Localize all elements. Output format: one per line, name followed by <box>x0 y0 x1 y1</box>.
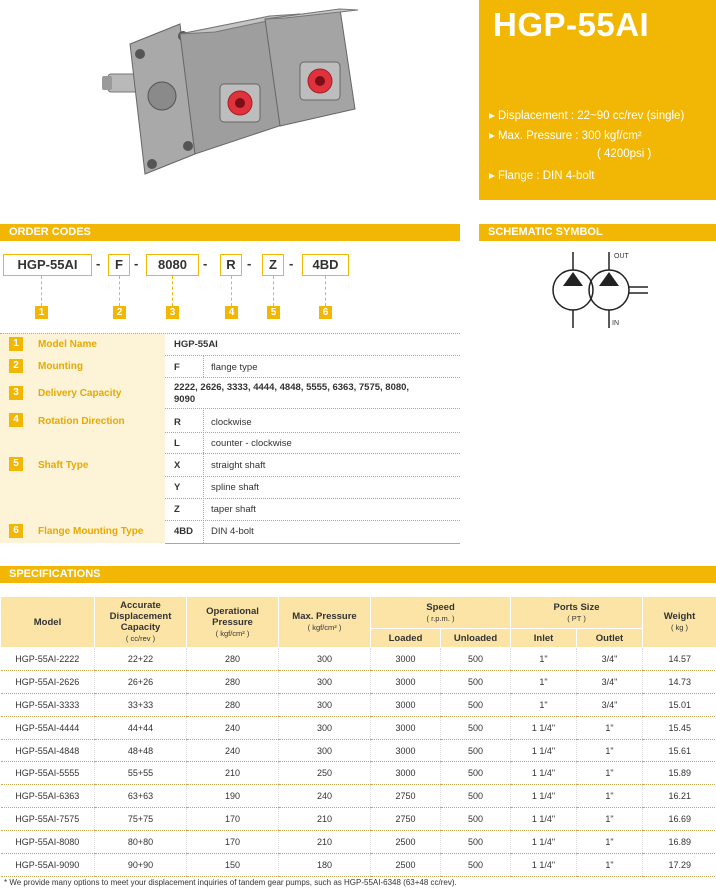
cell-speed-loaded: 3000 <box>371 648 441 671</box>
cell-speed-loaded: 3000 <box>371 762 441 785</box>
order-row-number: 2 <box>9 359 23 373</box>
cell-weight: 16.89 <box>643 831 716 854</box>
order-row-code: X <box>174 460 181 471</box>
cell-speed-loaded: 3000 <box>371 739 441 762</box>
order-code-leader <box>172 276 173 306</box>
order-code-shaft: Z <box>262 254 284 276</box>
order-table-bottom-rule <box>165 543 460 544</box>
order-row-divider <box>165 476 460 477</box>
header-ports-size: Ports Size ( PT ) <box>511 597 643 629</box>
cell-max-pressure: 180 <box>279 854 371 877</box>
order-row-code: 4BD <box>174 526 194 537</box>
cell-operational-pressure: 170 <box>187 808 279 831</box>
order-code-leader <box>325 276 326 306</box>
cell-speed-loaded: 3000 <box>371 716 441 739</box>
order-row-code: F <box>174 362 180 373</box>
feature-max-pressure-psi: ( 4200psi ) <box>597 148 652 160</box>
cell-outlet: 1" <box>577 785 643 808</box>
cell-inlet: 1 1/4" <box>511 762 577 785</box>
cell-operational-pressure: 210 <box>187 762 279 785</box>
table-row <box>1 808 716 831</box>
cell-operational-pressure: 240 <box>187 716 279 739</box>
feature-max-pressure: ▸ Max. Pressure : 300 kgf/cm² <box>489 130 642 142</box>
order-row-divider <box>165 498 460 499</box>
cell-inlet: 1 1/4" <box>511 854 577 877</box>
cell-outlet: 1" <box>577 716 643 739</box>
cell-capacity: 90+90 <box>95 854 187 877</box>
cell-speed-unloaded: 500 <box>441 670 511 693</box>
cell-capacity: 44+44 <box>95 716 187 739</box>
cell-outlet: 1" <box>577 831 643 854</box>
cell-weight: 17.29 <box>643 854 716 877</box>
cell-weight: 15.61 <box>643 739 716 762</box>
cell-inlet: 1 1/4" <box>511 808 577 831</box>
cell-speed-unloaded: 500 <box>441 808 511 831</box>
order-row-label: Rotation Direction <box>38 416 125 427</box>
order-code-separator: - <box>203 256 208 271</box>
order-code-flange: 4BD <box>302 254 349 276</box>
order-row-divider <box>165 520 460 521</box>
order-code-separator: - <box>134 256 139 271</box>
cell-operational-pressure: 190 <box>187 785 279 808</box>
order-row-code: R <box>174 417 181 428</box>
cell-model: HGP-55AI-8080 <box>1 831 95 854</box>
table-row <box>1 693 716 716</box>
order-code-separator: - <box>289 256 294 271</box>
cell-capacity: 75+75 <box>95 808 187 831</box>
header-max-pressure: Max. Pressure ( kgf/cm² ) <box>279 597 371 648</box>
product-title-panel <box>479 0 716 200</box>
order-row-desc: taper shaft <box>211 504 256 515</box>
header-model: Model <box>1 597 95 648</box>
order-row-divider <box>165 377 460 378</box>
order-row-label: Flange Mounting Type <box>38 526 144 537</box>
order-code-mounting: F <box>108 254 130 276</box>
cell-weight: 16.69 <box>643 808 716 831</box>
cell-model: HGP-55AI-7575 <box>1 808 95 831</box>
schematic-out-label: OUT <box>614 253 629 260</box>
cell-operational-pressure: 150 <box>187 854 279 877</box>
cell-model: HGP-55AI-2626 <box>1 670 95 693</box>
cell-speed-unloaded: 500 <box>441 854 511 877</box>
cell-inlet: 1 1/4" <box>511 785 577 808</box>
product-title: HGP-55AI <box>493 6 650 43</box>
cell-model: HGP-55AI-4444 <box>1 716 95 739</box>
cell-speed-unloaded: 500 <box>441 716 511 739</box>
schematic-symbol-diagram <box>540 250 660 330</box>
cell-speed-unloaded: 500 <box>441 648 511 671</box>
order-row-label: Delivery Capacity <box>38 388 122 399</box>
cell-max-pressure: 250 <box>279 762 371 785</box>
cell-weight: 15.01 <box>643 693 716 716</box>
order-col-divider <box>203 355 204 377</box>
cell-outlet: 3/4" <box>577 670 643 693</box>
table-row <box>1 831 716 854</box>
cell-operational-pressure: 170 <box>187 831 279 854</box>
order-code-number: 1 <box>35 306 48 319</box>
cell-weight: 14.73 <box>643 670 716 693</box>
cell-capacity: 26+26 <box>95 670 187 693</box>
cell-speed-loaded: 2750 <box>371 808 441 831</box>
cell-capacity: 55+55 <box>95 762 187 785</box>
order-code-rotation: R <box>220 254 242 276</box>
cell-operational-pressure: 240 <box>187 739 279 762</box>
table-row <box>1 716 716 739</box>
table-row <box>1 762 716 785</box>
order-row-number: 5 <box>9 457 23 471</box>
cell-speed-unloaded: 500 <box>441 831 511 854</box>
cell-operational-pressure: 280 <box>187 670 279 693</box>
order-row-number: 4 <box>9 413 23 427</box>
order-row-number: 6 <box>9 524 23 538</box>
cell-model: HGP-55AI-6363 <box>1 785 95 808</box>
order-row-number: 3 <box>9 386 23 400</box>
feature-displacement: ▸ Displacement : 22~90 cc/rev (single) <box>489 110 685 122</box>
footnote: * We provide many options to meet your displacement inquiries of tandem gear pumps, such as HGP-55AI-6348 (63+48 cc/rev). <box>4 878 457 887</box>
cell-capacity: 22+22 <box>95 648 187 671</box>
cell-weight: 15.45 <box>643 716 716 739</box>
header-loaded: Loaded <box>371 629 441 648</box>
header-weight: Weight ( kg ) <box>643 597 716 648</box>
cell-inlet: 1" <box>511 670 577 693</box>
order-row-desc: flange type <box>211 362 258 373</box>
table-row <box>1 670 716 693</box>
cell-outlet: 1" <box>577 808 643 831</box>
cell-capacity: 80+80 <box>95 831 187 854</box>
header-unloaded: Unloaded <box>441 629 511 648</box>
order-row-code: 2222, 2626, 3333, 4444, 4848, 5555, 6363, 7575, 8080, <box>174 382 410 393</box>
cell-speed-unloaded: 500 <box>441 762 511 785</box>
order-row-desc: spline shaft <box>211 482 260 493</box>
order-codes-heading: ORDER CODES <box>0 224 460 241</box>
order-row-desc: counter - clockwise <box>211 438 292 449</box>
order-table-top-rule <box>0 333 460 334</box>
header-speed: Speed ( r.p.m. ) <box>371 597 511 629</box>
order-code-model: HGP-55AI <box>3 254 92 276</box>
order-row-label: Shaft Type <box>38 460 89 471</box>
order-row-code-cont: 9090 <box>174 394 196 405</box>
cell-outlet: 1" <box>577 762 643 785</box>
table-row <box>1 785 716 808</box>
cell-operational-pressure: 280 <box>187 693 279 716</box>
specifications-table <box>0 596 716 877</box>
schematic-in-label: IN <box>612 320 619 327</box>
header-inlet: Inlet <box>511 629 577 648</box>
order-code-number: 6 <box>319 306 332 319</box>
order-row-divider <box>165 453 460 454</box>
specifications-heading: SPECIFICATIONS <box>0 566 716 583</box>
order-code-number: 5 <box>267 306 280 319</box>
order-code-separator: - <box>96 256 101 271</box>
table-row <box>1 739 716 762</box>
cell-model: HGP-55AI-3333 <box>1 693 95 716</box>
header-capacity: Accurate Displacement Capacity ( cc/rev ) <box>95 597 187 648</box>
cell-outlet: 1" <box>577 854 643 877</box>
schematic-symbol-heading: SCHEMATIC SYMBOL <box>479 224 716 241</box>
order-row-divider <box>165 432 460 433</box>
cell-inlet: 1" <box>511 648 577 671</box>
order-row-number: 1 <box>9 337 23 351</box>
cell-model: HGP-55AI-9090 <box>1 854 95 877</box>
cell-max-pressure: 300 <box>279 716 371 739</box>
cell-capacity: 63+63 <box>95 785 187 808</box>
order-code-leader <box>273 276 274 306</box>
cell-speed-unloaded: 500 <box>441 693 511 716</box>
cell-inlet: 1" <box>511 693 577 716</box>
cell-speed-loaded: 2750 <box>371 785 441 808</box>
order-row-desc: DIN 4-bolt <box>211 526 254 537</box>
cell-capacity: 48+48 <box>95 739 187 762</box>
order-code-separator: - <box>247 256 252 271</box>
cell-outlet: 1" <box>577 739 643 762</box>
cell-outlet: 3/4" <box>577 648 643 671</box>
cell-max-pressure: 240 <box>279 785 371 808</box>
cell-max-pressure: 300 <box>279 693 371 716</box>
order-row-desc: clockwise <box>211 417 252 428</box>
cell-model: HGP-55AI-5555 <box>1 762 95 785</box>
header-outlet: Outlet <box>577 629 643 648</box>
cell-inlet: 1 1/4" <box>511 831 577 854</box>
specifications-table-body <box>1 648 716 877</box>
cell-inlet: 1 1/4" <box>511 739 577 762</box>
cell-model: HGP-55AI-2222 <box>1 648 95 671</box>
order-code-number: 3 <box>166 306 179 319</box>
table-row <box>1 854 716 877</box>
cell-outlet: 3/4" <box>577 693 643 716</box>
cell-max-pressure: 300 <box>279 670 371 693</box>
feature-flange: ▸ Flange : DIN 4-bolt <box>489 170 595 182</box>
cell-model: HGP-55AI-4848 <box>1 739 95 762</box>
order-row-label: Model Name <box>38 339 97 350</box>
order-col-divider <box>203 408 204 543</box>
cell-weight: 15.89 <box>643 762 716 785</box>
cell-weight: 14.57 <box>643 648 716 671</box>
cell-speed-unloaded: 500 <box>441 785 511 808</box>
cell-capacity: 33+33 <box>95 693 187 716</box>
cell-max-pressure: 300 <box>279 648 371 671</box>
cell-max-pressure: 210 <box>279 808 371 831</box>
order-row-label: Mounting <box>38 361 83 372</box>
order-code-number: 2 <box>113 306 126 319</box>
order-row-code: L <box>174 438 180 449</box>
order-row-code: Z <box>174 504 180 515</box>
order-row-divider <box>165 408 460 409</box>
cell-operational-pressure: 280 <box>187 648 279 671</box>
cell-weight: 16.21 <box>643 785 716 808</box>
cell-speed-unloaded: 500 <box>441 739 511 762</box>
order-code-number: 4 <box>225 306 238 319</box>
table-row <box>1 648 716 671</box>
cell-speed-loaded: 3000 <box>371 670 441 693</box>
order-code-leader <box>119 276 120 306</box>
cell-max-pressure: 300 <box>279 739 371 762</box>
order-code-capacity: 8080 <box>146 254 199 276</box>
header-operational-pressure: Operational Pressure ( kgf/cm² ) <box>187 597 279 648</box>
cell-max-pressure: 210 <box>279 831 371 854</box>
cell-speed-loaded: 3000 <box>371 693 441 716</box>
order-row-code: Y <box>174 482 181 493</box>
order-row-desc: straight shaft <box>211 460 266 471</box>
order-code-leader <box>231 276 232 306</box>
pump-product-image <box>100 4 360 194</box>
cell-speed-loaded: 2500 <box>371 854 441 877</box>
order-code-leader <box>41 276 42 306</box>
order-row-code: HGP-55AI <box>174 339 218 350</box>
cell-inlet: 1 1/4" <box>511 716 577 739</box>
order-row-divider <box>165 355 460 356</box>
cell-speed-loaded: 2500 <box>371 831 441 854</box>
